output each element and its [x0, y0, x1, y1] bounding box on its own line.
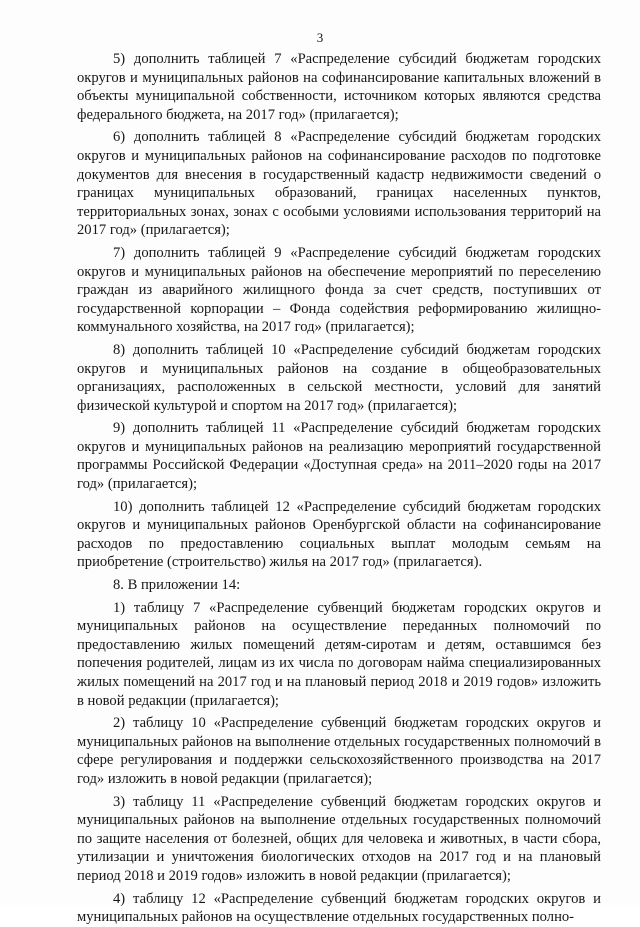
paragraph-item-8: 8) дополнить таблицей 10 «Распределение субсидий бюджетам городских округов и муниципальных районов на создание в общеобразовательных организациях, расположенных в сельской местности, условий для занятий физической культурой и спортом на 2017 год» (прилагается); — [77, 341, 601, 414]
document-body — [77, 50, 601, 927]
page-number: 3 — [316, 30, 324, 45]
paragraph-item-6: 6) дополнить таблицей 8 «Распределение субсидий бюджетам городских округов и муниципальных районов на софинансирование расходов по подготовке документов для внесения в государственный кадастр недвижимости сведений о границах муниципальных образований, границах населенных пунктов, территориальных зонах, зонах с особыми условиями использования территорий на 2017 год» (прилагается); — [77, 129, 601, 239]
paragraph-item-10: 10) дополнить таблицей 12 «Распределение субсидий бюджетам городских округов и муниципальных районов Оренбургской области на софинансирование расходов по предоставлению социальных выплат молодым семьям на приобретение (строительство) жилья на 2017 год» (прилагается). — [77, 498, 601, 571]
paragraph-table-11: 3) таблицу 11 «Распределение субвенций бюджетам городских округов и муниципальных районов на выполнение отдельных государственных полномочий по защите населения от болезней, общих для человека и животных, в части сбора, утилизации и уничтожения биологических отходов на 2017 год и на плановый период 2018 и 2019 годов» изложить в новой редакции (прилагается); — [77, 793, 601, 884]
paragraph-item-9: 9) дополнить таблицей 11 «Распределение субсидий бюджетам городских округов и муниципальных районов на реализацию мероприятий государственной программы Российской Федерации «Доступная среда» на 2011–2020 годы на 2017 год» (прилагается); — [77, 420, 601, 493]
section-heading-8: 8. В приложении 14: — [113, 577, 241, 594]
paragraph-table-7: 1) таблицу 7 «Распределение субвенций бюджетам городских округов и муниципальных районов на осуществление переданных полномочий по предоставлению жилых помещений детям-сиротам и детям, оставшимся без попечения родителей, лицам из их числа по договорам найма специализированных жилых помещений на 2017 год и на плановый период 2018 и 2019 годов» изложить в новой редакции (прилагается); — [77, 599, 601, 709]
paragraph-table-10: 2) таблицу 10 «Распределение субвенций бюджетам городских округов и муниципальных районов на выполнение отдельных государственных полномочий в сфере регулирования и поддержки сельскохозяйственного производства на 2017 год» изложить в новой редакции (прилагается); — [77, 715, 601, 787]
paragraph-item-5: 5) дополнить таблицей 7 «Распределение субсидий бюджетам городских округов и муниципальных районов на софинансирование капитальных вложений в объекты муниципальной собственности, источником которых являются средства федерального бюджета, на 2017 год» (прилагается); — [77, 51, 601, 123]
paragraph-table-12: 4) таблицу 12 «Распределение субвенций бюджетам городских округов и муниципальных районов на осуществление отдельных государственных полно- — [77, 890, 601, 926]
paragraph-item-7: 7) дополнить таблицей 9 «Распределение субсидий бюджетам городских округов и муниципальных районов на обеспечение мероприятий по переселению граждан из аварийного жилищного фонда за счет средств, поступивших от государственной корпорации – Фонда содействия реформированию жилищно-коммунального хозяйства, на 2017 год» (прилагается); — [77, 244, 601, 336]
